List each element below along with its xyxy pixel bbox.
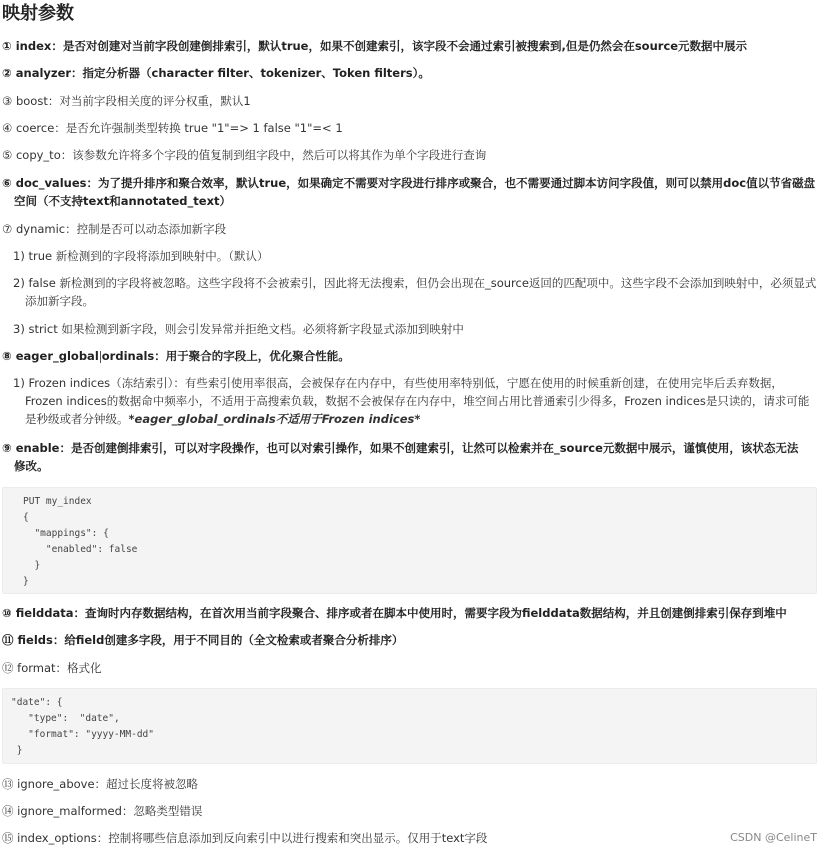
param-doc-values	[2, 174, 814, 210]
param-boost: ③ boost：对当前字段相关度的评分权重，默认1	[2, 94, 251, 108]
param-analyzer: ② analyzer：指定分析器（character filter、tokenizer、Token filters）。	[2, 66, 430, 80]
param-enable-line1: ⑨ enable：是否创建倒排索引，可以对字段操作，也可以对索引操作，如果不创建索引，让然可以检索并在_source元数据中展示，谨慎使用，该状态无法	[2, 441, 799, 455]
eager-global-label-pre: ⑧ eager_global	[2, 349, 99, 363]
param-fields: ⑪ fields：给field创建多字段，用于不同目的（全文检索或者聚合分析排序）	[2, 633, 404, 647]
csdn-watermark: CSDN @CelineT	[730, 831, 817, 844]
code-block-date-format	[2, 688, 817, 764]
code-date-format-text: "date": { "type": "date", "format": "yyyy-MM-dd" }	[11, 697, 154, 756]
frozen-indices-note	[13, 374, 813, 428]
param-eager-global-ordinals	[2, 347, 814, 365]
frozen-indices-emphasis: *eager_global_ordinals不适用于Frozen indices*	[128, 412, 421, 426]
frozen-indices-line3: 是秒级或者分钟级。	[25, 412, 129, 426]
dynamic-option-true: 1) true 新检测到的字段将添加到映射中。（默认）	[13, 249, 269, 263]
dynamic-option-false-line1: 2) false 新检测到的字段将被忽略。这些字段将不会被索引，因此将无法搜索，但仍会出现在_source返回的匹配项中。这些字段不会添加到映射中，必须显式	[13, 276, 817, 290]
code-block-enabled	[2, 487, 817, 594]
frozen-indices-line2: Frozen indices的数据命中频率小，不适用于高搜索负载，数据不会被保存在内存中，堆空间占用比普通索引少得多，Frozen indices是只读的，请求可能	[25, 394, 810, 408]
param-ignore-above: ⑬ ignore_above：超过长度将被忽略	[2, 777, 199, 791]
param-copy-to: ⑤ copy_to：该参数允许将多个字段的值复制到组字段中，然后可以将其作为单个字段进行查询	[2, 148, 487, 162]
param-doc-values-line2: 空间（不支持text和annotated_text）	[14, 194, 231, 208]
dynamic-option-false	[13, 274, 817, 310]
page-title: 映射参数	[2, 3, 74, 24]
param-index: ① index：是否对创建对当前字段创建倒排索引，默认true，如果不创建索引，该字段不会通过索引被搜索到,但是仍然会在source元数据中展示	[2, 39, 748, 53]
code-enabled-text: PUT my_index { "mappings": { "enabled": false } }	[23, 496, 138, 587]
param-fielddata: ⑩ fielddata：查询时内存数据结构，在首次用当前字段聚合、排序或者在脚本中使用时，需要字段为fielddata数据结构，并且创建倒排索引保存到堆中	[2, 606, 787, 620]
text-cursor-icon	[100, 351, 101, 363]
dynamic-option-strict: 3) strict 如果检测到新字段，则会引发异常并拒绝文档。必须将新字段显式添加到映射中	[13, 322, 464, 336]
frozen-indices-line1: 1) Frozen indices（冻结索引）：有些索引使用率很高，会被保存在内存中，有些使用率特别低，宁愿在使用的时候重新创建，在使用完毕后丢弃数据，	[13, 376, 783, 390]
dynamic-option-false-line2: 添加新字段。	[25, 294, 94, 308]
param-enable	[2, 439, 814, 475]
param-doc-values-line1: ⑥ doc_values：为了提升排序和聚合效率，默认true，如果确定不需要对字段进行排序或聚合，也不需要通过脚本访问字段值，则可以禁用doc值以节省磁盘	[2, 176, 816, 190]
param-index-options: ⑮ index_options：控制将哪些信息添加到反向索引中以进行搜索和突出显示。仅用于text字段	[2, 831, 488, 845]
param-format: ⑫ format：格式化	[2, 661, 102, 675]
param-coerce: ④ coerce：是否允许强制类型转换 true "1"=> 1 false "1"=< 1	[2, 121, 343, 135]
param-dynamic: ⑦ dynamic：控制是否可以动态添加新字段	[2, 222, 227, 236]
eager-global-label-post: ordinals：用于聚合的字段上，优化聚合性能。	[101, 349, 350, 363]
param-ignore-malformed: ⑭ ignore_malformed：忽略类型错误	[2, 804, 203, 818]
param-enable-line2: 修改。	[14, 459, 49, 473]
